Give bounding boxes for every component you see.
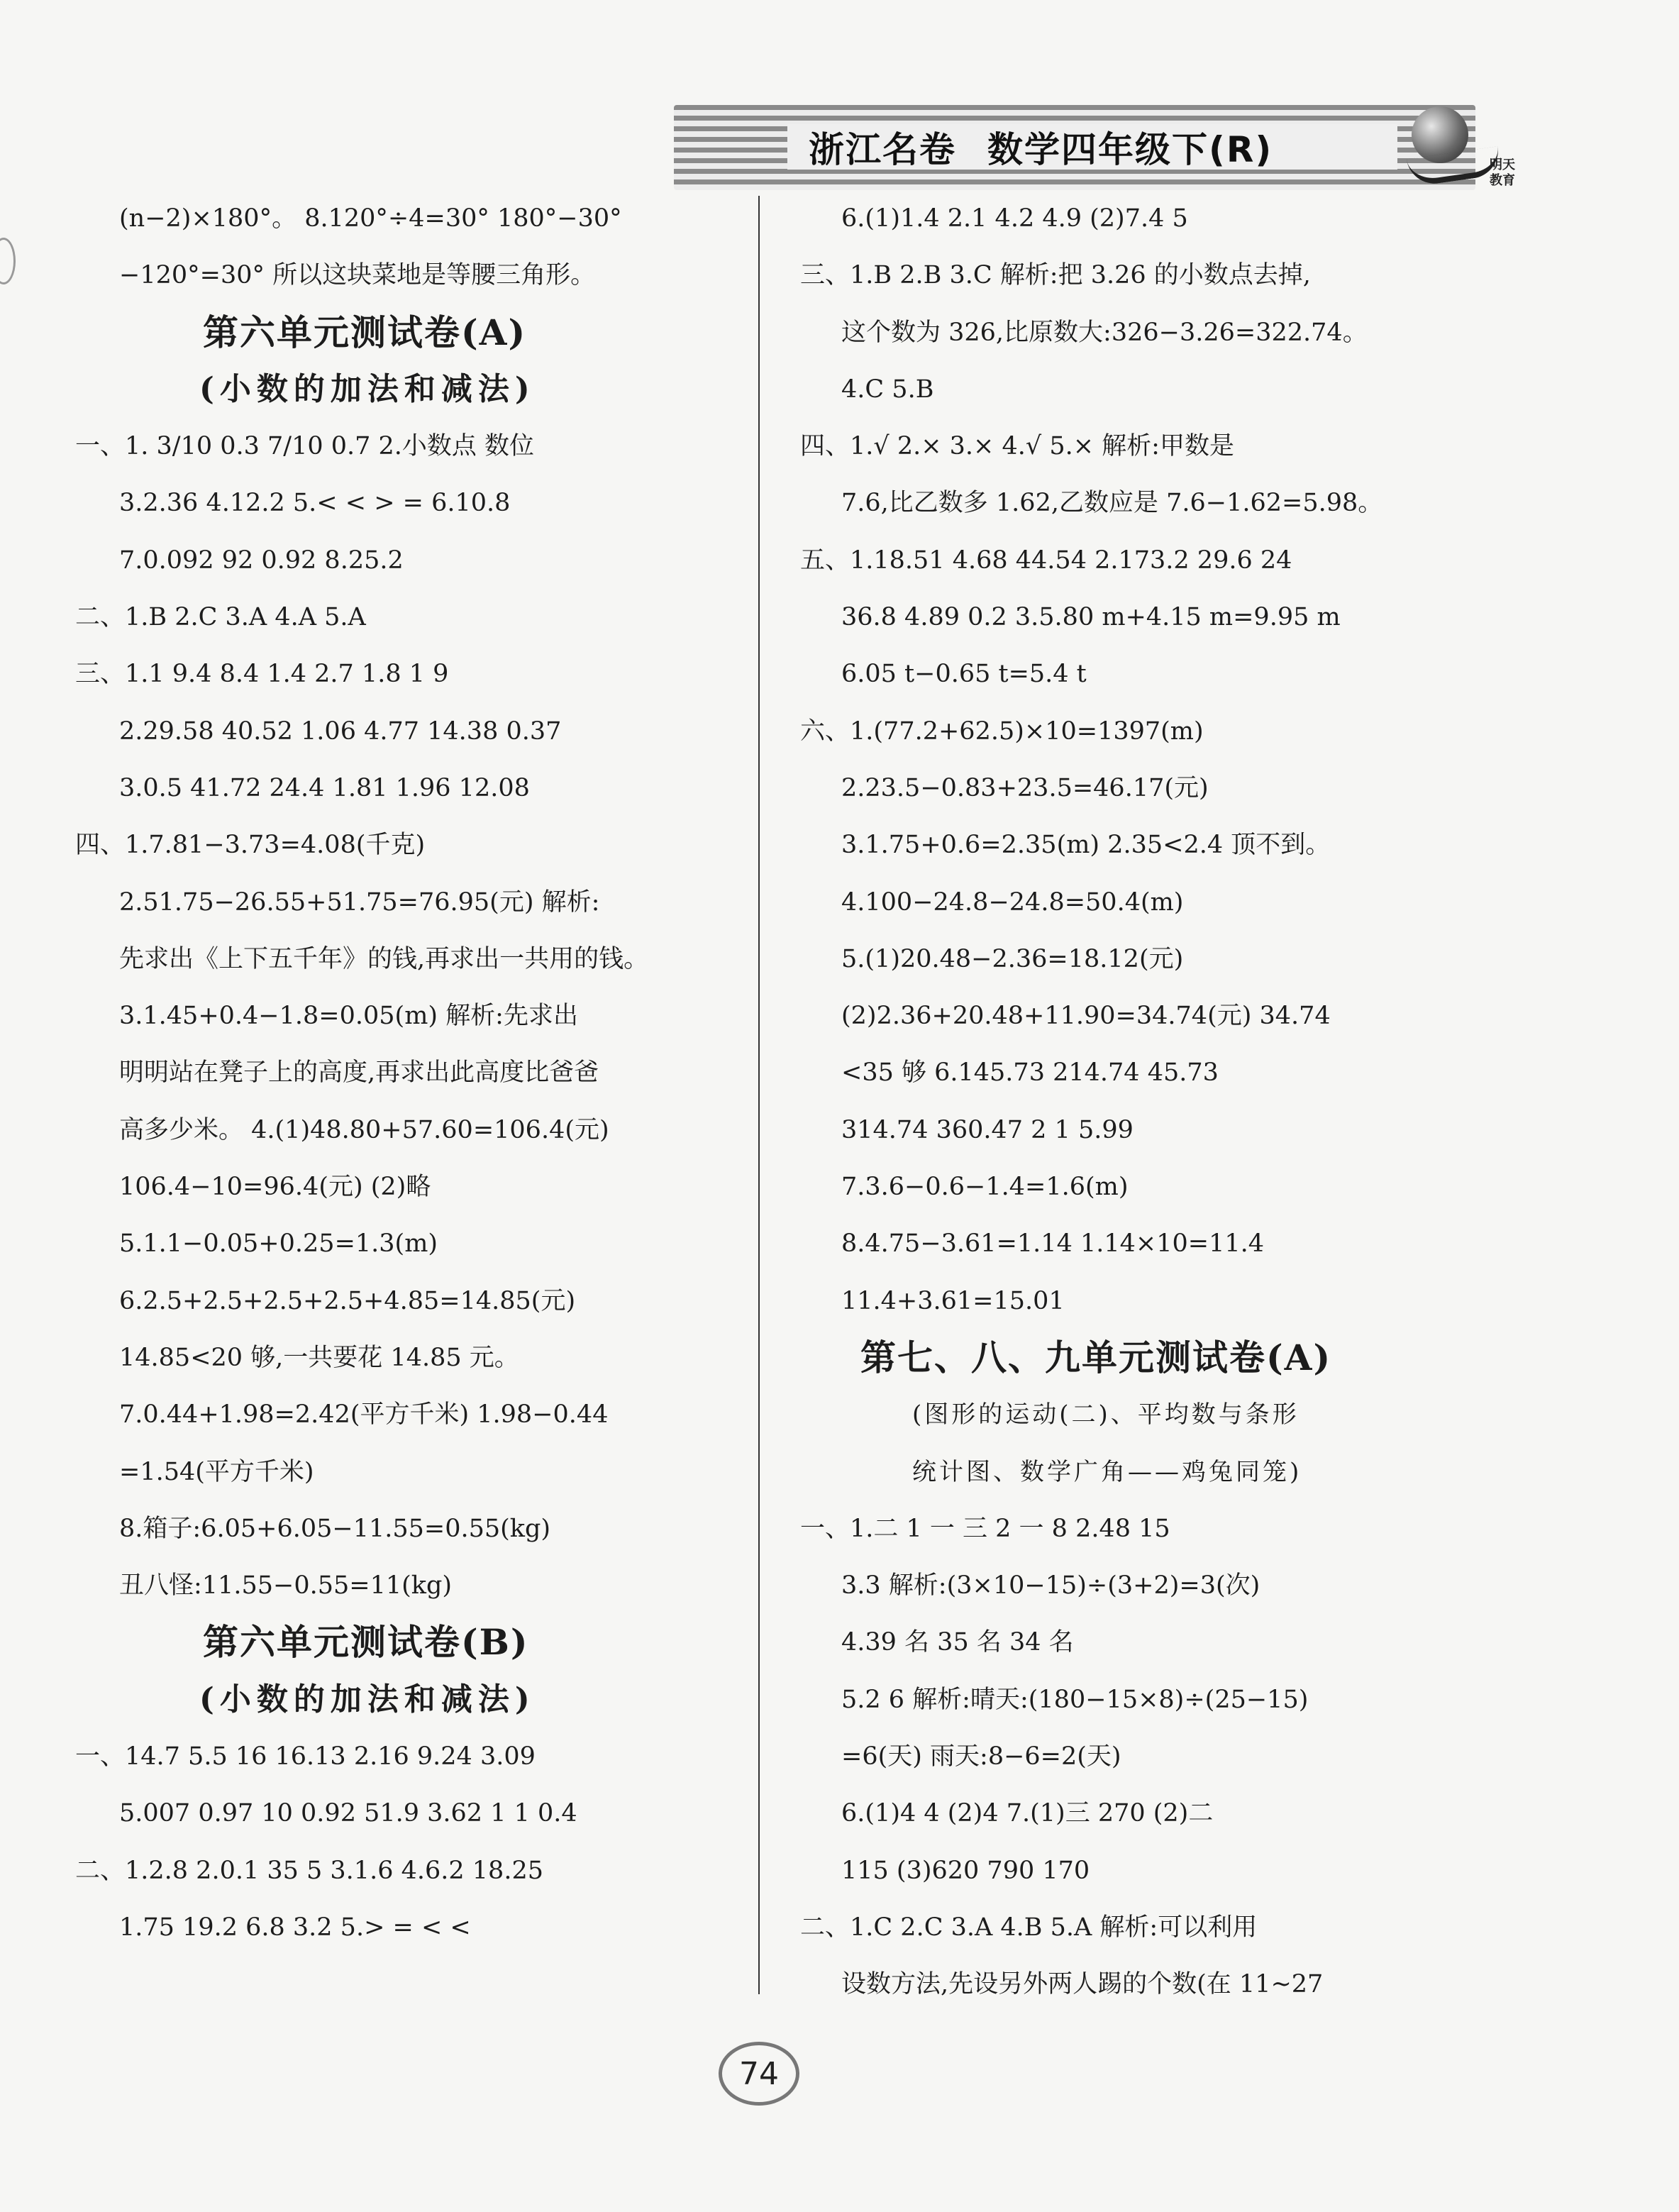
answer-line: 高多少米。 4.(1)48.80+57.60=106.4(元) [119, 1115, 609, 1144]
answer-line: 4.100−24.8−24.8=50.4(m) [841, 887, 1184, 917]
answer-line: 丑八怪:11.55−0.55=11(kg) [119, 1571, 453, 1600]
page-number: 74 [719, 2042, 799, 2106]
answer-line: (2)2.36+20.48+11.90=34.74(元) 34.74 [841, 1002, 1331, 1031]
series-title: 浙江名卷 [809, 129, 956, 170]
answer-line: 明明站在凳子上的高度,再求出此高度比爸爸 [119, 1058, 599, 1088]
answer-line: 4.C 5.B [841, 375, 934, 404]
answer-line: (n−2)×180°。 8.120°÷4=30° 180°−30° [119, 204, 622, 233]
section-subtitle: (小数的加法和减法) [199, 370, 536, 407]
answer-line: 6.2.5+2.5+2.5+2.5+4.85=14.85(元) [119, 1286, 576, 1315]
answer-line: 106.4−10=96.4(元) (2)略 [119, 1173, 431, 1202]
answer-line: 一、1.二 1 一 三 2 一 8 2.48 15 [800, 1514, 1170, 1543]
answer-line: 设数方法,先设另外两人踢的个数(在 11~27 [841, 1970, 1324, 1999]
answer-line: 7.3.6−0.6−1.4=1.6(m) [841, 1173, 1129, 1202]
answer-line: 6.(1)1.4 2.1 4.2 4.9 (2)7.4 5 [841, 204, 1188, 233]
answer-line: 5.(1)20.48−2.36=18.12(元) [841, 944, 1184, 973]
answer-line: 三、1.1 9.4 8.4 1.4 2.7 1.8 1 9 [75, 660, 449, 689]
answer-line: 六、1.(77.2+62.5)×10=1397(m) [800, 717, 1204, 746]
answer-line: 6.05 t−0.65 t=5.4 t [841, 660, 1087, 689]
answer-line: 5.1.1−0.05+0.25=1.3(m) [119, 1229, 438, 1259]
answer-line: 5.2 6 解析:晴天:(180−15×8)÷(25−15) [841, 1685, 1309, 1714]
section-subtitle: 统计图、数学广角——鸡兔同笼) [912, 1457, 1302, 1486]
answer-line: −120°=30° 所以这块菜地是等腰三角形。 [119, 261, 596, 290]
answer-line: 115 (3)620 790 170 [841, 1856, 1090, 1885]
answer-line: 2.51.75−26.55+51.75=76.95(元) 解析: [119, 887, 600, 917]
answer-line: 8.4.75−3.61=1.14 1.14×10=11.4 [841, 1229, 1265, 1259]
section-subtitle: (小数的加法和减法) [199, 1681, 536, 1718]
right-column [800, 190, 1467, 2013]
answer-line: 3.3 解析:(3×10−15)÷(3+2)=3(次) [841, 1571, 1260, 1600]
answer-line: =6(天) 雨天:8−6=2(天) [841, 1742, 1121, 1771]
answer-line: 三、1.B 2.B 3.C 解析:把 3.26 的小数点去掉, [800, 261, 1311, 290]
section-title: 第六单元测试卷(A) [203, 311, 527, 353]
answer-line: 5.007 0.97 10 0.92 51.9 3.62 1 1 0.4 [119, 1799, 577, 1828]
answer-line: 一、1. 3/10 0.3 7/10 0.7 2.小数点 数位 [75, 432, 535, 461]
answer-line: 3.0.5 41.72 24.4 1.81 1.96 12.08 [119, 773, 530, 802]
section-title: 第七、八、九单元测试卷(A) [860, 1336, 1332, 1378]
subject-title: 数学四年级下(R) [987, 129, 1273, 170]
binding-mark [0, 238, 16, 284]
answer-line: 3.1.45+0.4−1.8=0.05(m) 解析:先求出 [119, 1002, 578, 1031]
answer-line: 11.4+3.61=15.01 [841, 1286, 1065, 1315]
answer-line: 五、1.18.51 4.68 44.54 2.173.2 29.6 24 [800, 546, 1292, 575]
answer-line: 314.74 360.47 2 1 5.99 [841, 1115, 1134, 1144]
answer-line: 这个数为 326,比原数大:326−3.26=322.74。 [841, 318, 1368, 347]
answer-line: 14.85<20 够,一共要花 14.85 元。 [119, 1343, 519, 1372]
header-title-box [787, 124, 1397, 170]
answer-line: 7.0.092 92 0.92 8.25.2 [119, 546, 404, 575]
answer-line: 四、1.7.81−3.73=4.08(千克) [75, 831, 426, 860]
answer-line: 四、1.√ 2.× 3.× 4.√ 5.× 解析:甲数是 [800, 432, 1234, 461]
answer-line: 7.6,比乙数多 1.62,乙数应是 7.6−1.62=5.98。 [841, 489, 1383, 518]
section-title: 第六单元测试卷(B) [203, 1621, 529, 1664]
answer-line: 4.39 名 35 名 34 名 [841, 1628, 1074, 1657]
answer-line: 2.23.5−0.83+23.5=46.17(元) [841, 773, 1209, 802]
answer-line: 先求出《上下五千年》的钱,再求出一共用的钱。 [119, 944, 649, 973]
left-column [75, 190, 728, 1956]
answer-line: 二、1.2.8 2.0.1 35 5 3.1.6 4.6.2 18.25 [75, 1856, 543, 1885]
answer-line: 2.29.58 40.52 1.06 4.77 14.38 0.37 [119, 717, 562, 746]
answer-line: 6.(1)4 4 (2)4 7.(1)三 270 (2)二 [841, 1799, 1214, 1828]
answer-line: 3.1.75+0.6=2.35(m) 2.35<2.4 顶不到。 [841, 831, 1331, 860]
answer-line: 二、1.C 2.C 3.A 4.B 5.A 解析:可以利用 [800, 1913, 1258, 1942]
answer-line: 3.2.36 4.12.2 5.< < > = 6.10.8 [119, 489, 511, 518]
answer-line: 1.75 19.2 6.8 3.2 5.> = < < [119, 1913, 471, 1942]
answer-line: =1.54(平方千米) [119, 1457, 314, 1486]
answer-line: 7.0.44+1.98=2.42(平方千米) 1.98−0.44 [119, 1400, 609, 1429]
column-divider [758, 196, 760, 1994]
answer-line: 二、1.B 2.C 3.A 4.A 5.A [75, 603, 366, 632]
logo-text: 明天教育 [1490, 157, 1515, 188]
answer-line: 一、14.7 5.5 16 16.13 2.16 9.24 3.09 [75, 1742, 536, 1771]
answer-line: 36.8 4.89 0.2 3.5.80 m+4.15 m=9.95 m [841, 603, 1341, 632]
answer-line: <35 够 6.145.73 214.74 45.73 [841, 1058, 1219, 1088]
answer-line: 8.箱子:6.05+6.05−11.55=0.55(kg) [119, 1514, 551, 1543]
section-subtitle: (图形的运动(二)、平均数与条形 [912, 1400, 1300, 1429]
